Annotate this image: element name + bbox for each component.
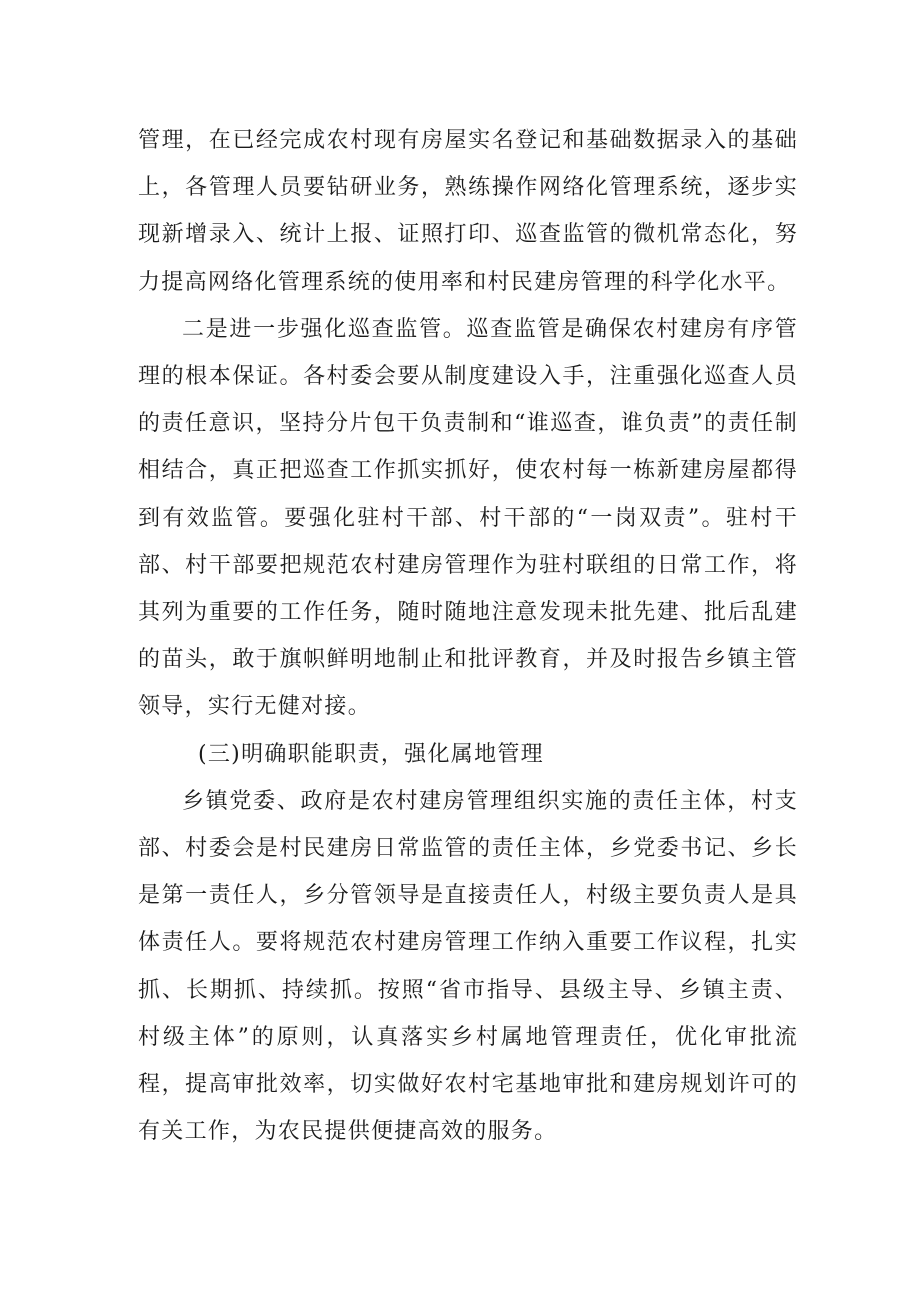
paragraph-responsibility: 乡镇党委、政府是农村建房管理组织实施的责任主体，村支部、村委会是村民建房日常监管的责任主体，乡党委书记、乡长是第一责任人，乡分管领导是直接责任人，村级主要负责人是具体责任人。要将规范农村建房管理工作纳入重要工作议程，扎实抓、长期抓、持续抓。按照“省市指导、县级主导、乡镇主责、村级主体”的原则，认真落实乡村属地管理责任，优化审批流程，提高审批效率，切实做好农村宅基地审批和建房规划许可的有关工作，为农民提供便捷高效的服务。 [138, 788, 798, 1145]
section-heading: (三)明确职能职责，强化属地管理 [198, 741, 544, 767]
paragraph-inspection: 二是进一步强化巡查监管。巡查监管是确保农村建房有序管理的根本保证。各村委会要从制度建设入手，注重强化巡查人员的责任意识，坚持分片包干负责制和“谁巡查，谁负责”的责任制相结合，真正把巡查工作抓实抓好，使农村每一栋新建房屋都得到有效监管。要强化驻村干部、村干部的“一岗双责”。驻村干部、村干部要把规范农村建房管理作为驻村联组的日常工作，将其列为重要的工作任务，随时随地注意发现未批先建、批后乱建的苗头，敢于旗帜鲜明地制止和批评教育，并及时报告乡镇主管领导，实行无健对接。 [138, 316, 798, 720]
paragraph-continuation: 管理，在已经完成农村现有房屋实名登记和基础数据录入的基础上，各管理人员要钻研业务，熟练操作网络化管理系统，逐步实现新增录入、统计上报、证照打印、巡查监管的微机常态化，努力提高网络化管理系统的使用率和村民建房管理的科学化水平。 [138, 128, 798, 295]
document-body [138, 117, 798, 1155]
